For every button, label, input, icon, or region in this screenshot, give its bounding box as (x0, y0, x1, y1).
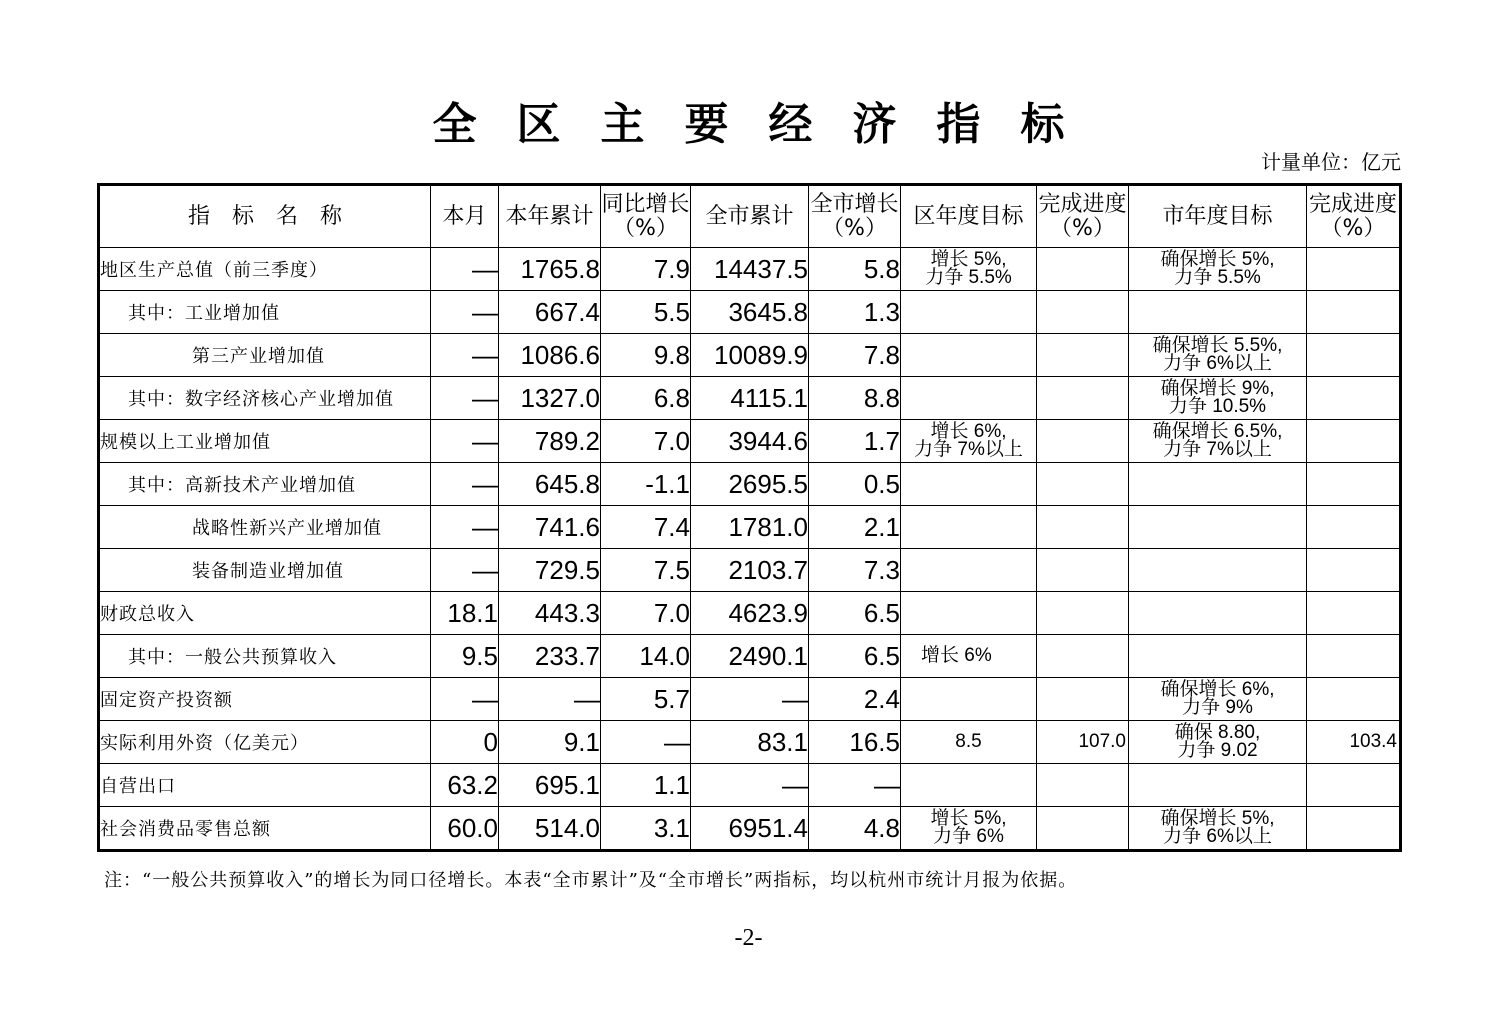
city-target-cell (1129, 721, 1307, 764)
city-growth-cell: 1.3 (809, 291, 901, 334)
city-total-cell: 4623.9 (691, 592, 809, 635)
table-row (99, 377, 1401, 420)
city-progress-cell (1307, 248, 1401, 291)
ytd-cell: 789.2 (499, 420, 601, 463)
month-cell: — (431, 334, 499, 377)
city-progress-cell (1307, 377, 1401, 420)
ytd-cell: 1086.6 (499, 334, 601, 377)
district-progress-cell: 107.0 (1037, 721, 1129, 764)
city-progress-cell (1307, 678, 1401, 721)
district-target-cell (901, 506, 1037, 549)
city-progress-cell (1307, 291, 1401, 334)
city-target-line1: 确保增长 5%, (1160, 248, 1275, 270)
district-target-line1: 增长 5%, (930, 248, 1007, 270)
indicator-name-cell: 其中：数字经济核心产业增加值 (99, 377, 431, 420)
ytd-cell: 1327.0 (499, 377, 601, 420)
district-target-cell (901, 764, 1037, 807)
city-target-cell (1129, 334, 1307, 377)
indicator-name-cell: 自营出口 (99, 764, 431, 807)
city-target-cell (1129, 463, 1307, 506)
city-target-cell (1129, 506, 1307, 549)
district-progress-cell (1037, 334, 1129, 377)
yoy-cell: 7.0 (601, 420, 691, 463)
indicator-name-cell: 战略性新兴产业增加值 (99, 506, 431, 549)
city-progress-cell (1307, 635, 1401, 678)
city-progress-cell (1307, 334, 1401, 377)
district-target-cell (901, 420, 1037, 463)
district-target-line1: 增长 6% (921, 644, 992, 666)
city-progress-cell (1307, 506, 1401, 549)
district-target-line2: 力争 6% (933, 826, 1004, 847)
ytd-cell: 443.3 (499, 592, 601, 635)
table-row (99, 463, 1401, 506)
table-row (99, 678, 1401, 721)
district-progress-cell (1037, 635, 1129, 678)
city-growth-cell: — (809, 764, 901, 807)
yoy-cell: — (601, 721, 691, 764)
city-target-cell (1129, 420, 1307, 463)
city-progress-cell (1307, 592, 1401, 635)
city-progress-cell (1307, 764, 1401, 807)
ytd-cell: — (499, 678, 601, 721)
city-total-cell: 2103.7 (691, 549, 809, 592)
district-target-cell (901, 549, 1037, 592)
city-total-cell: — (691, 678, 809, 721)
city-total-cell: 3944.6 (691, 420, 809, 463)
city-target-cell (1129, 635, 1307, 678)
district-progress-cell (1037, 549, 1129, 592)
month-cell: 9.5 (431, 635, 499, 678)
economic-indicators-table (97, 183, 1402, 852)
month-cell: — (431, 549, 499, 592)
header-ytd: 本年累计 (499, 185, 601, 248)
district-target-line1: 增长 5%, (930, 807, 1007, 829)
city-total-cell: 1781.0 (691, 506, 809, 549)
city-progress-cell (1307, 549, 1401, 592)
district-target-cell (901, 377, 1037, 420)
table-row (99, 635, 1401, 678)
district-progress-cell (1037, 377, 1129, 420)
district-target-cell (901, 721, 1037, 764)
district-progress-cell (1037, 420, 1129, 463)
month-cell: — (431, 420, 499, 463)
city-growth-cell: 5.8 (809, 248, 901, 291)
city-total-cell: 2490.1 (691, 635, 809, 678)
city-total-cell: 14437.5 (691, 248, 809, 291)
city-target-line1: 确保增长 6%, (1160, 678, 1275, 700)
city-progress-cell: 103.4 (1307, 721, 1401, 764)
month-cell: 0 (431, 721, 499, 764)
yoy-cell: 5.5 (601, 291, 691, 334)
page-title: 全区主要经济指标 (432, 99, 1105, 150)
yoy-cell: 14.0 (601, 635, 691, 678)
indicator-name-cell: 其中：高新技术产业增加值 (99, 463, 431, 506)
yoy-cell: -1.1 (601, 463, 691, 506)
city-target-cell (1129, 764, 1307, 807)
yoy-cell: 1.1 (601, 764, 691, 807)
table-row (99, 291, 1401, 334)
district-target-line1: 8.5 (955, 730, 982, 752)
indicator-name-cell: 实际利用外资（亿美元） (99, 721, 431, 764)
city-target-line2: 力争 7%以上 (1163, 439, 1272, 460)
indicator-name-cell: 社会消费品零售总额 (99, 807, 431, 851)
indicator-name-cell: 其中：工业增加值 (99, 291, 431, 334)
city-target-cell (1129, 549, 1307, 592)
yoy-cell: 5.7 (601, 678, 691, 721)
district-target-cell (901, 334, 1037, 377)
city-target-line2: 力争 9% (1182, 697, 1253, 718)
table-row (99, 807, 1401, 851)
city-growth-cell: 16.5 (809, 721, 901, 764)
table-row (99, 764, 1401, 807)
district-progress-cell (1037, 463, 1129, 506)
city-growth-cell: 0.5 (809, 463, 901, 506)
city-target-cell (1129, 592, 1307, 635)
city-target-cell (1129, 377, 1307, 420)
city-growth-cell: 6.5 (809, 635, 901, 678)
yoy-cell: 3.1 (601, 807, 691, 851)
ytd-cell: 1765.8 (499, 248, 601, 291)
indicator-name-cell: 规模以上工业增加值 (99, 420, 431, 463)
district-target-cell (901, 463, 1037, 506)
district-target-cell (901, 678, 1037, 721)
month-cell: — (431, 678, 499, 721)
table-row (99, 721, 1401, 764)
header-indicator-name: 指 标 名 称 (99, 185, 431, 248)
header-city-total: 全市累计 (691, 185, 809, 248)
city-growth-cell: 6.5 (809, 592, 901, 635)
city-target-cell (1129, 248, 1307, 291)
district-target-cell (901, 248, 1037, 291)
district-target-cell (901, 807, 1037, 851)
city-total-cell: 83.1 (691, 721, 809, 764)
month-cell: — (431, 463, 499, 506)
header-yoy: 同比增长 （%） (601, 185, 691, 248)
district-target-line2: 力争 5.5% (925, 267, 1012, 288)
city-total-cell: 2695.5 (691, 463, 809, 506)
ytd-cell: 741.6 (499, 506, 601, 549)
city-target-line1: 确保增长 9%, (1160, 377, 1275, 399)
city-target-line1: 确保增长 6.5%, (1152, 420, 1283, 442)
yoy-cell: 7.0 (601, 592, 691, 635)
ytd-cell: 9.1 (499, 721, 601, 764)
city-growth-cell: 7.3 (809, 549, 901, 592)
district-target-line1: 增长 6%, (930, 420, 1007, 442)
footnote: 注：“一般公共预算收入”的增长为同口径增长。本表“全市累计”及“全市增长”两指标，均以杭州市统计月报为依据。 (104, 870, 1078, 891)
city-target-cell (1129, 678, 1307, 721)
yoy-cell: 6.8 (601, 377, 691, 420)
table-row (99, 549, 1401, 592)
ytd-cell: 695.1 (499, 764, 601, 807)
month-cell: — (431, 248, 499, 291)
header-city-target: 市年度目标 (1129, 185, 1307, 248)
city-target-line1: 确保增长 5%, (1160, 807, 1275, 829)
district-progress-cell (1037, 592, 1129, 635)
city-growth-cell: 7.8 (809, 334, 901, 377)
city-target-line1: 确保增长 5.5%, (1152, 334, 1283, 356)
indicator-name-cell: 其中：一般公共预算收入 (99, 635, 431, 678)
city-target-line2: 力争 6%以上 (1163, 353, 1272, 374)
city-target-line2: 力争 9.02 (1177, 740, 1258, 761)
indicator-name-cell: 财政总收入 (99, 592, 431, 635)
city-target-cell (1129, 291, 1307, 334)
district-target-cell (901, 635, 1037, 678)
city-growth-cell: 2.4 (809, 678, 901, 721)
yoy-cell: 7.5 (601, 549, 691, 592)
table-header-row (99, 185, 1401, 248)
city-progress-cell (1307, 807, 1401, 851)
city-target-line2: 力争 10.5% (1168, 396, 1267, 417)
city-target-line1: 确保 8.80, (1174, 721, 1261, 743)
yoy-cell: 9.8 (601, 334, 691, 377)
city-total-cell: — (691, 764, 809, 807)
unit-label: 计量单位：亿元 (1261, 150, 1401, 174)
month-cell: 18.1 (431, 592, 499, 635)
district-target-line2: 力争 7%以上 (914, 439, 1023, 460)
month-cell: — (431, 377, 499, 420)
city-growth-cell: 4.8 (809, 807, 901, 851)
district-progress-cell (1037, 678, 1129, 721)
month-cell: 63.2 (431, 764, 499, 807)
table-row (99, 334, 1401, 377)
yoy-cell: 7.9 (601, 248, 691, 291)
city-growth-cell: 8.8 (809, 377, 901, 420)
ytd-cell: 514.0 (499, 807, 601, 851)
indicator-name-cell: 装备制造业增加值 (99, 549, 431, 592)
table-row (99, 592, 1401, 635)
header-city-growth: 全市增长 （%） (809, 185, 901, 248)
month-cell: — (431, 506, 499, 549)
district-progress-cell (1037, 506, 1129, 549)
city-total-cell: 4115.1 (691, 377, 809, 420)
header-month: 本月 (431, 185, 499, 248)
district-progress-cell (1037, 764, 1129, 807)
ytd-cell: 645.8 (499, 463, 601, 506)
indicator-name-cell: 第三产业增加值 (99, 334, 431, 377)
month-cell: 60.0 (431, 807, 499, 851)
district-target-cell (901, 592, 1037, 635)
city-progress-cell (1307, 463, 1401, 506)
city-total-cell: 3645.8 (691, 291, 809, 334)
header-district-target: 区年度目标 (901, 185, 1037, 248)
table-row (99, 248, 1401, 291)
district-progress-cell (1037, 291, 1129, 334)
district-progress-cell (1037, 248, 1129, 291)
city-progress-cell (1307, 420, 1401, 463)
city-target-line2: 力争 5.5% (1174, 267, 1261, 288)
yoy-cell: 7.4 (601, 506, 691, 549)
city-total-cell: 6951.4 (691, 807, 809, 851)
month-cell: — (431, 291, 499, 334)
district-target-cell (901, 291, 1037, 334)
ytd-cell: 233.7 (499, 635, 601, 678)
table-row (99, 420, 1401, 463)
ytd-cell: 667.4 (499, 291, 601, 334)
header-city-progress: 完成进度 （%） (1307, 185, 1401, 248)
city-target-line2: 力争 6%以上 (1163, 826, 1272, 847)
indicator-name-cell: 地区生产总值（前三季度） (99, 248, 431, 291)
city-target-cell (1129, 807, 1307, 851)
district-progress-cell (1037, 807, 1129, 851)
indicator-name-cell: 固定资产投资额 (99, 678, 431, 721)
page-number: -2- (734, 925, 763, 951)
city-growth-cell: 1.7 (809, 420, 901, 463)
table-row (99, 506, 1401, 549)
city-total-cell: 10089.9 (691, 334, 809, 377)
city-growth-cell: 2.1 (809, 506, 901, 549)
ytd-cell: 729.5 (499, 549, 601, 592)
header-district-progress: 完成进度 （%） (1037, 185, 1129, 248)
